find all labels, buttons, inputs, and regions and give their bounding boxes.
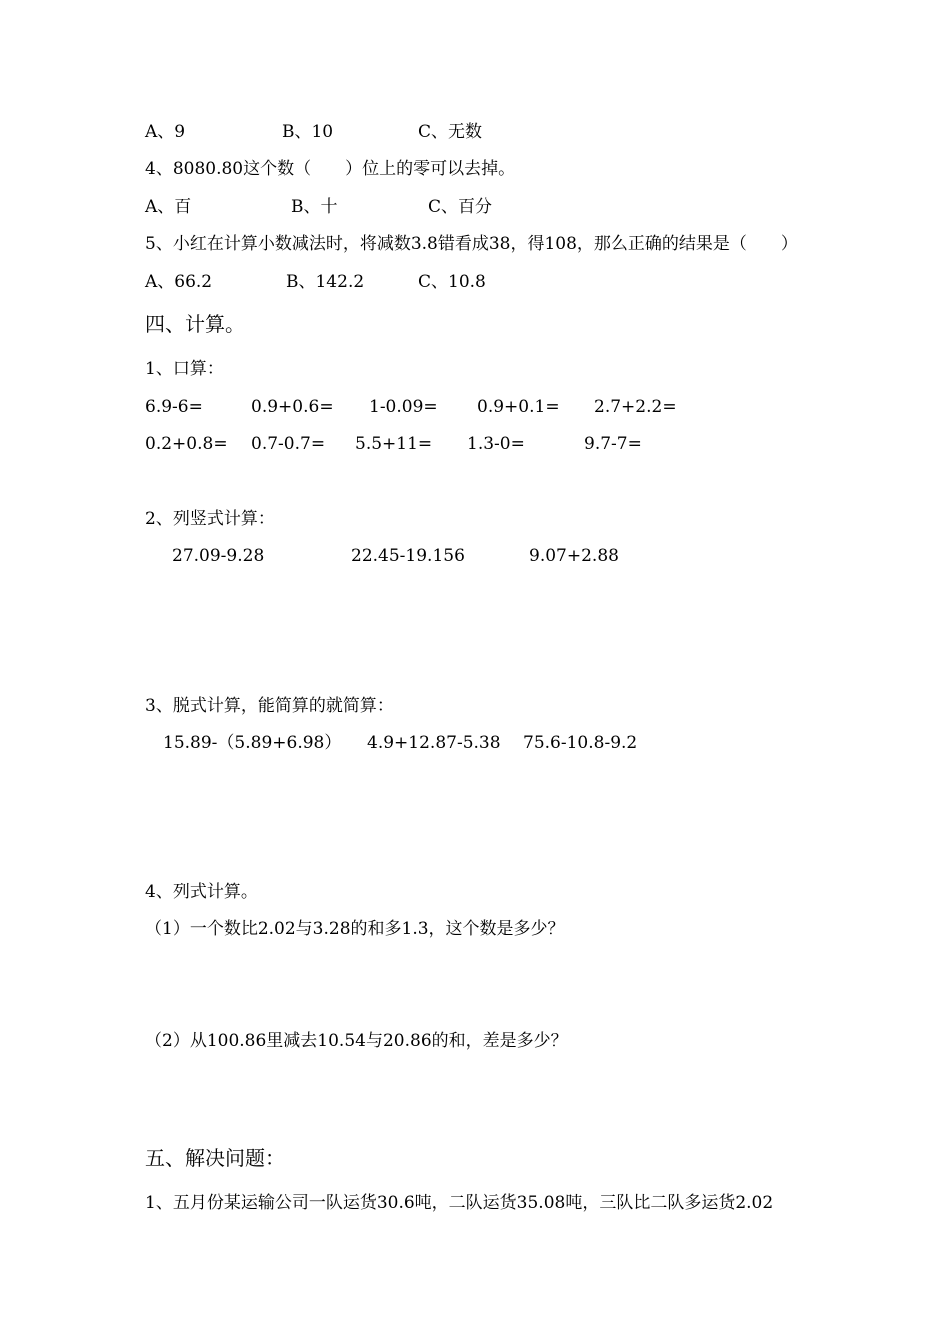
stepwise-calc-item: 15.89-（5.89+6.98） bbox=[163, 733, 342, 753]
q5-option-c: C、10.8 bbox=[418, 272, 486, 292]
oral-calc-item: 0.7-0.7= bbox=[251, 434, 326, 454]
stepwise-calc-item: 75.6-10.8-9.2 bbox=[523, 733, 638, 753]
q3-option-c: C、无数 bbox=[418, 122, 483, 142]
q5-option-a: A、66.2 bbox=[145, 272, 213, 292]
section-four-title: 四、计算。 bbox=[145, 312, 245, 336]
oral-calc-item: 2.7+2.2= bbox=[594, 397, 677, 417]
stepwise-calc-item: 4.9+12.87-5.38 bbox=[367, 733, 501, 753]
q4-option-b: B、十 bbox=[291, 197, 338, 217]
oral-calc-item: 0.9+0.6= bbox=[251, 397, 334, 417]
problem-question-1: 1、五月份某运输公司一队运货30.6吨，二队运货35.08吨，三队比二队多运货2.02 bbox=[145, 1193, 774, 1213]
q3-option-a: A、9 bbox=[145, 122, 186, 142]
equation-question-1: （1）一个数比2.02与3.28的和多1.3，这个数是多少？ bbox=[145, 919, 565, 939]
equation-question-2: （2）从100.86里减去10.54与20.86的和，差是多少？ bbox=[145, 1031, 568, 1051]
vertical-calc-item: 27.09-9.28 bbox=[172, 546, 265, 566]
section-five-title: 五、解决问题： bbox=[145, 1146, 285, 1170]
q4-option-a: A、百 bbox=[145, 197, 192, 217]
oral-calc-item: 9.7-7= bbox=[584, 434, 642, 454]
stepwise-calc-label: 3、脱式计算，能简算的就简算： bbox=[145, 696, 394, 716]
oral-calc-item: 5.5+11= bbox=[355, 434, 433, 454]
oral-calc-item: 6.9-6= bbox=[145, 397, 203, 417]
oral-calc-label: 1、口算： bbox=[145, 359, 224, 379]
q5-option-b: B、142.2 bbox=[286, 272, 365, 292]
oral-calc-item: 0.2+0.8= bbox=[145, 434, 228, 454]
q4-question: 4、8080.80这个数（ ）位上的零可以去掉。 bbox=[145, 159, 516, 179]
oral-calc-item: 1.3-0= bbox=[467, 434, 525, 454]
vertical-calc-item: 22.45-19.156 bbox=[351, 546, 465, 566]
oral-calc-item: 0.9+0.1= bbox=[477, 397, 560, 417]
vertical-calc-item: 9.07+2.88 bbox=[529, 546, 619, 566]
equation-calc-label: 4、列式计算。 bbox=[145, 882, 258, 902]
q5-question: 5、小红在计算小数减法时，将减数3.8错看成38，得108，那么正确的结果是（ ） bbox=[145, 234, 798, 254]
q4-option-c: C、百分 bbox=[428, 197, 493, 217]
q3-option-b: B、10 bbox=[282, 122, 334, 142]
vertical-calc-label: 2、列竖式计算： bbox=[145, 509, 275, 529]
oral-calc-item: 1-0.09= bbox=[369, 397, 438, 417]
